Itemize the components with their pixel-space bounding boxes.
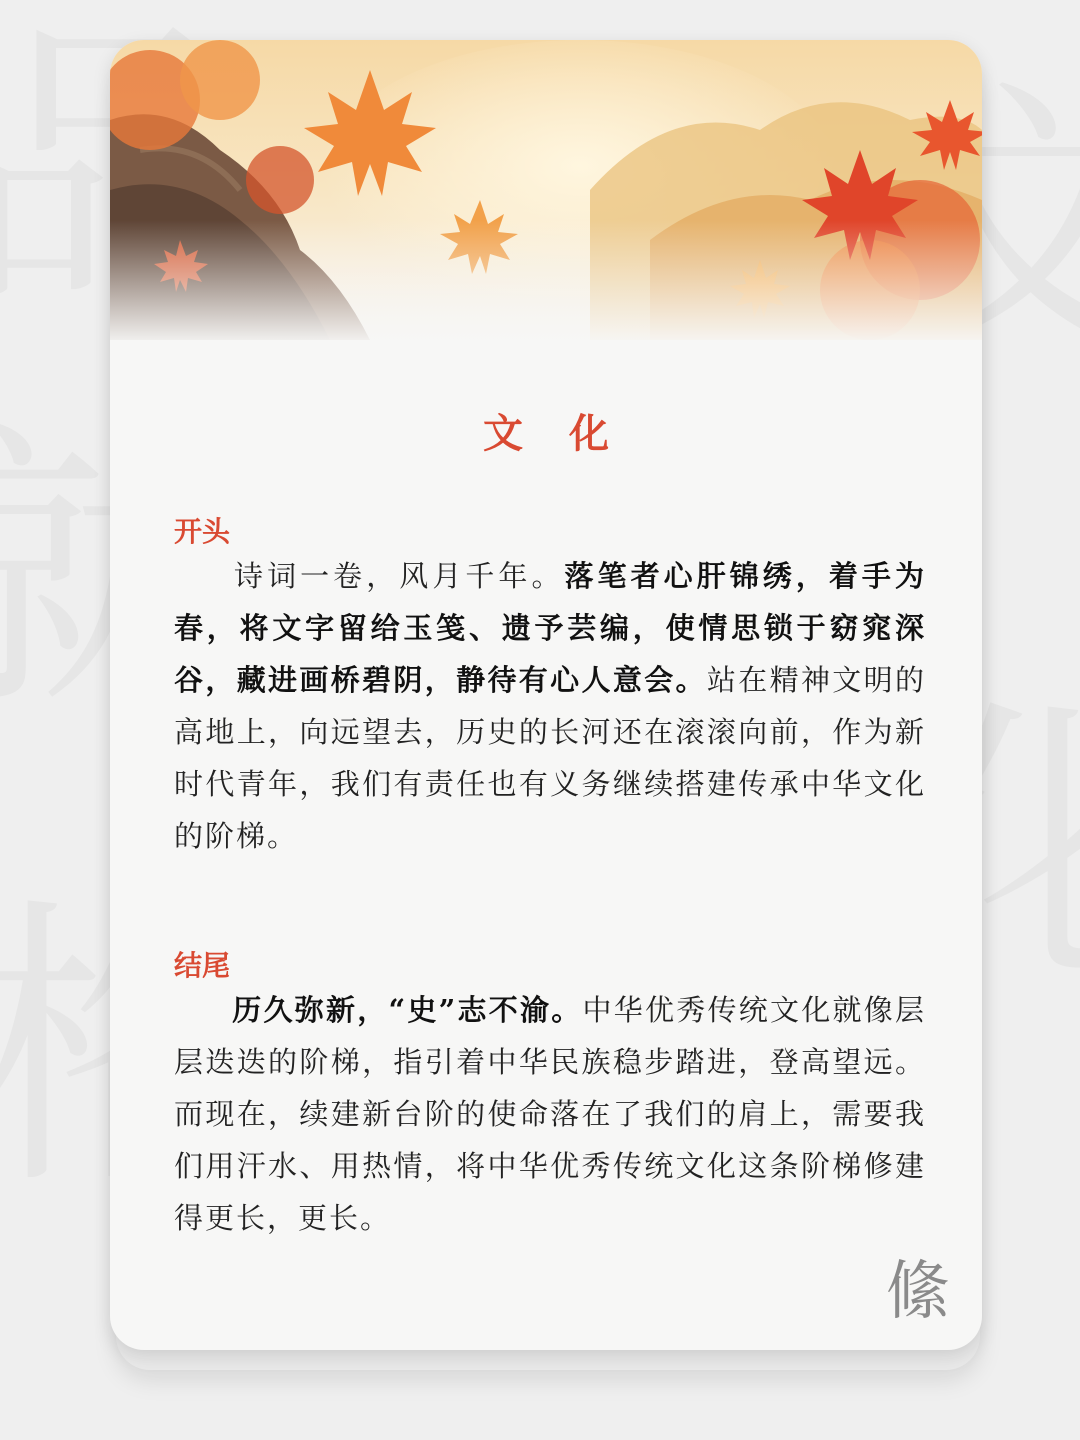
section-label-ending: 结尾 bbox=[174, 949, 231, 982]
banner-fade bbox=[110, 220, 982, 360]
calligraphy-seal-icon: 絛 bbox=[886, 1255, 950, 1329]
section-label-opening: 开头 bbox=[174, 515, 231, 548]
paragraph-bold: 历久弥新，“史”志不渝。 bbox=[232, 993, 583, 1027]
paragraph-rest: 中华优秀传统文化就像层层迭迭的阶梯，指引着中华民族稳步踏进，登高望远。而现在，续建新台阶的使命落在了我们的肩上，需要我们用汗水、用热情，将中华优秀传统文化这条阶梯修建得更长，更长。 bbox=[174, 993, 926, 1235]
page-title: 文 化 bbox=[483, 410, 625, 457]
paragraph-lead: 诗词一卷，风月千年。 bbox=[232, 559, 565, 593]
paragraph-bold: 落笔者心肝锦绣，着手为春，将文字留给玉笺、遗予芸编，使情思锁于窈窕深谷，藏进画桥碧阴，静待有心人意会。 bbox=[174, 559, 926, 697]
paragraph-ending bbox=[174, 984, 926, 1244]
paragraph-opening bbox=[174, 550, 926, 862]
content-card bbox=[110, 40, 982, 1350]
paragraph-rest: 站在精神文明的高地上，向远望去，历史的长河还在滚滚向前，作为新时代青年，我们有责任也有义务继续搭建传承中华文化的阶梯。 bbox=[174, 663, 926, 853]
